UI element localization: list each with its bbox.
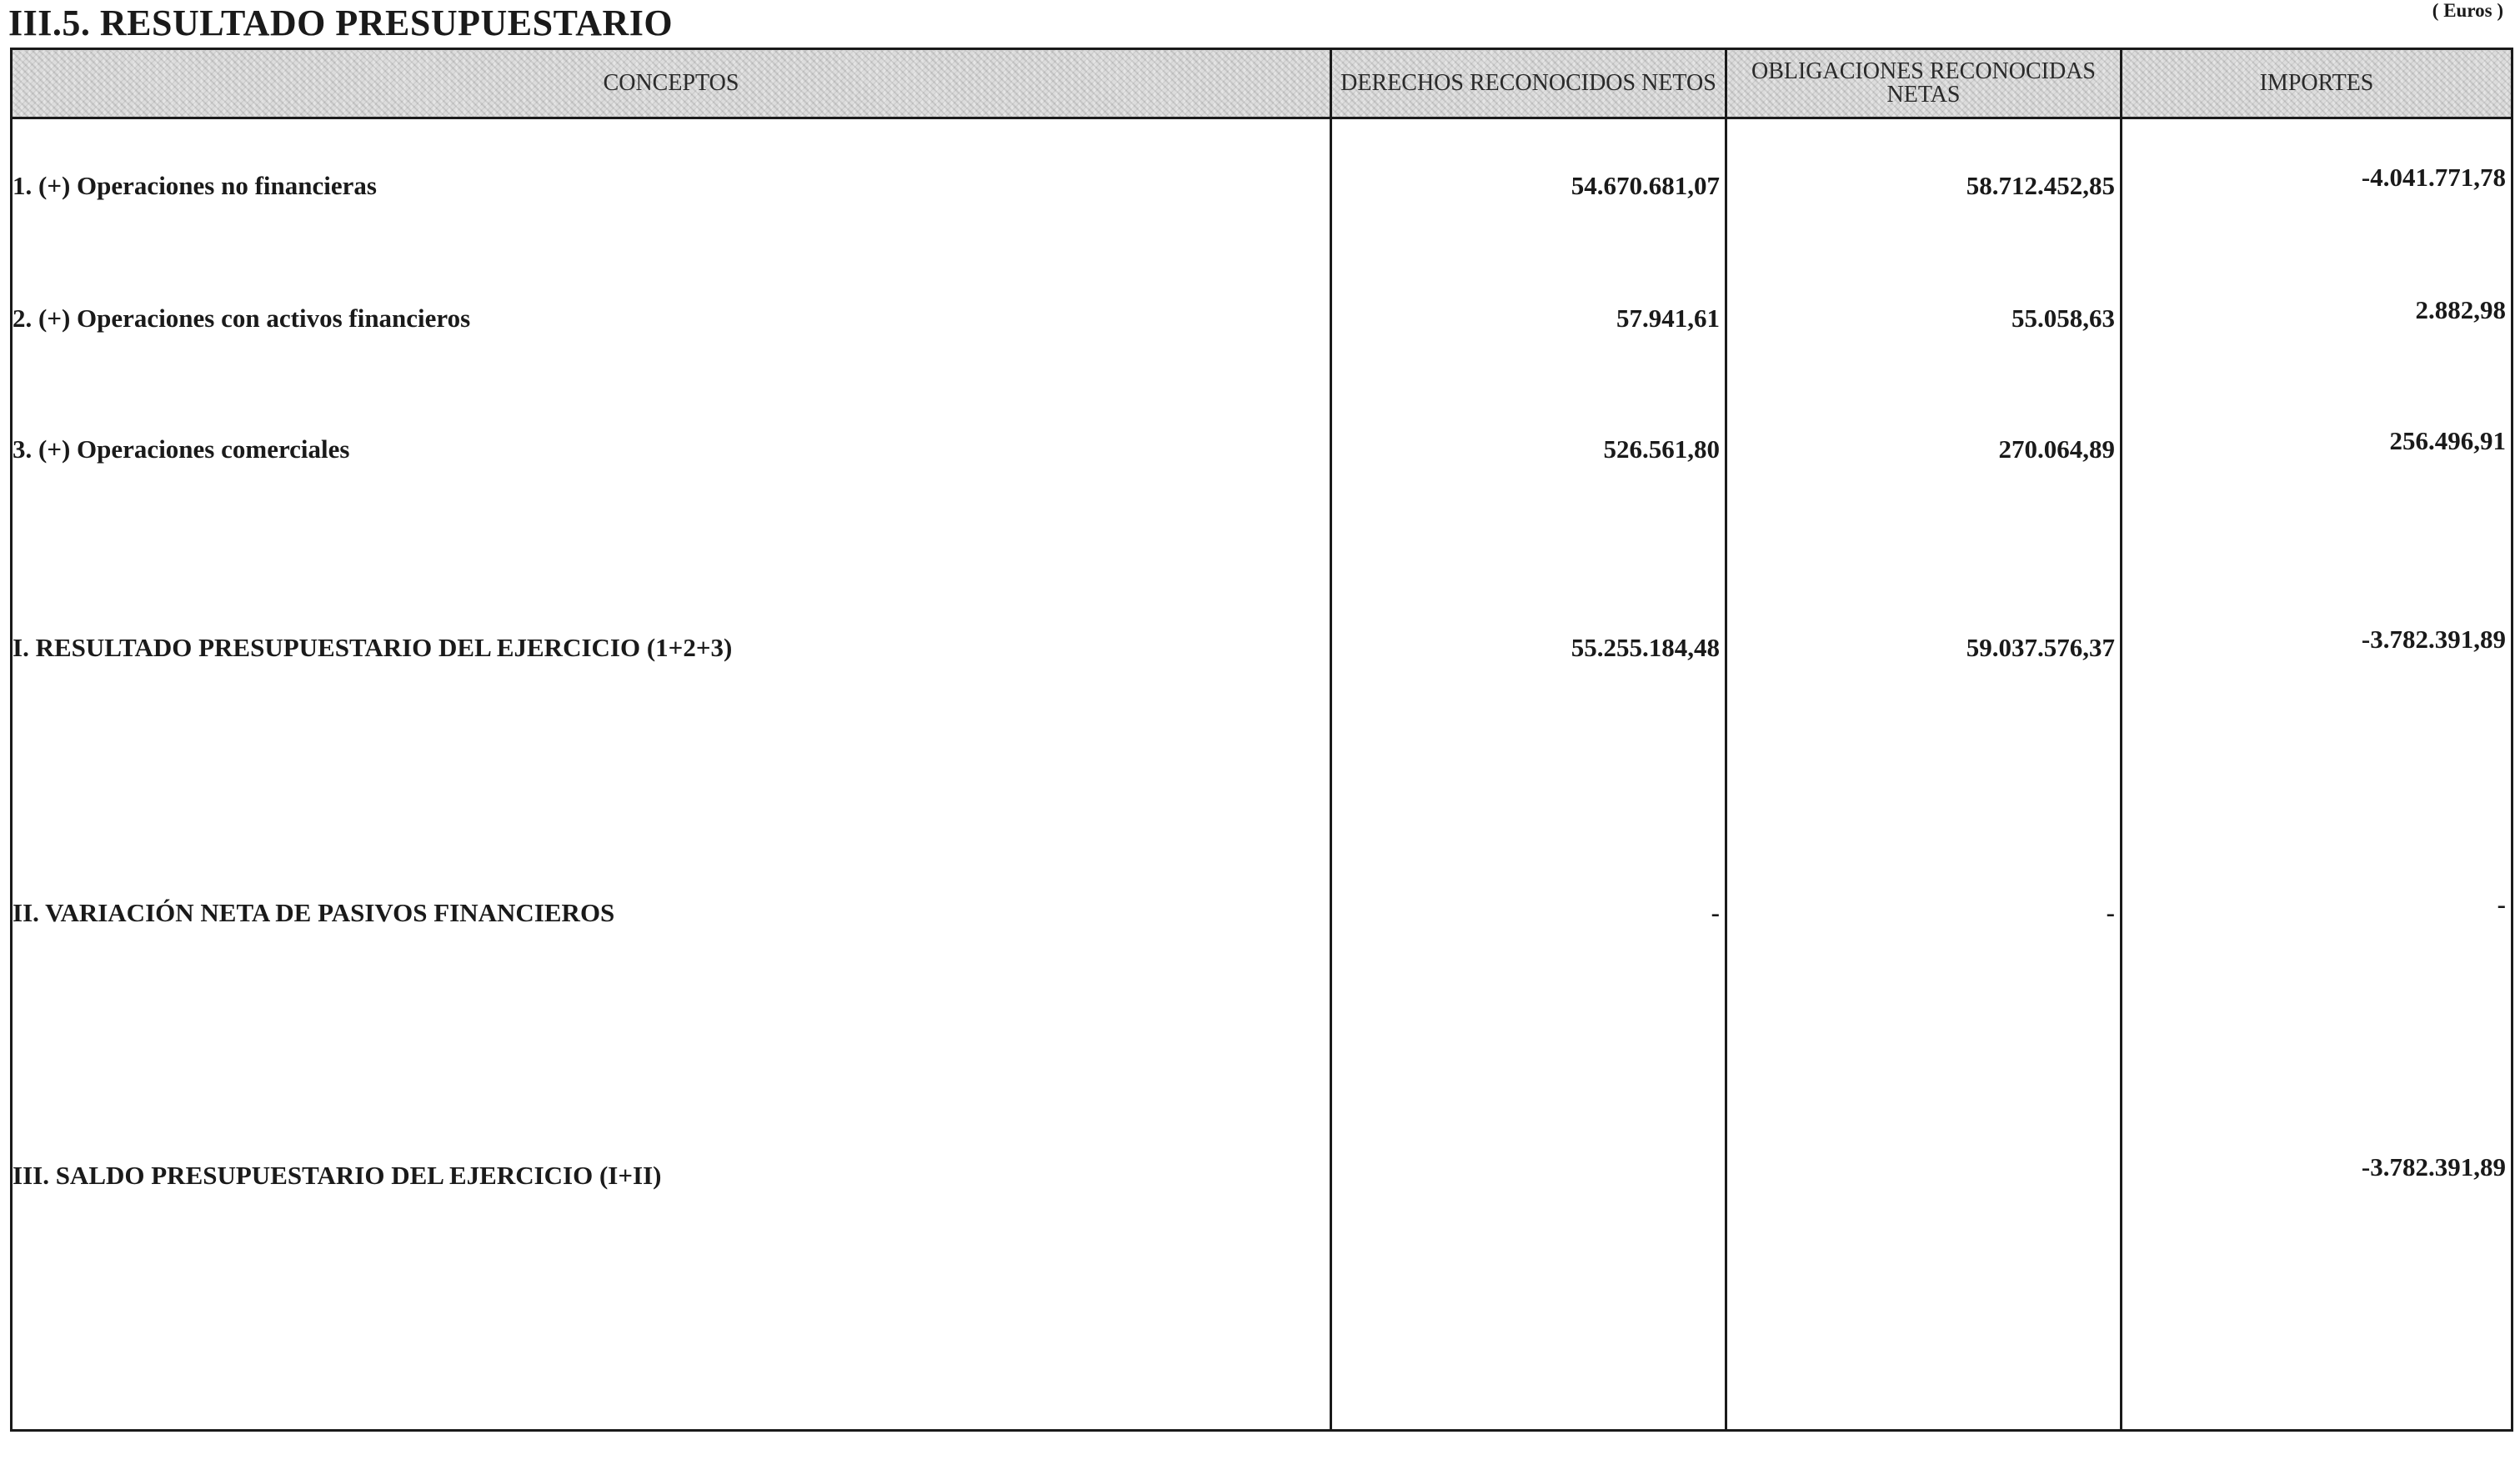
- row-concepto: 2. (+) Operaciones con activos financieros: [12, 253, 1331, 384]
- row-derechos: 54.670.681,07: [1331, 118, 1726, 253]
- row-obligaciones: [1726, 1044, 2122, 1307]
- header-derechos-reconocidos-netos: DERECHOS RECONOCIDOS NETOS: [1331, 49, 1726, 118]
- row-derechos: [1331, 1044, 1726, 1307]
- row-importes: -3.782.391,89: [2122, 506, 2512, 773]
- row-obligaciones: 59.037.576,37: [1726, 514, 2122, 781]
- row-derechos: 526.561,80: [1331, 384, 1726, 514]
- table-row: [12, 118, 2512, 253]
- header-obligaciones-reconocidas-netas: OBLIGACIONES RECONOCIDAS NETAS: [1726, 49, 2122, 118]
- currency-unit-note: ( Euros ): [2432, 0, 2503, 21]
- table-row-total: [12, 1044, 2512, 1307]
- table-body: [12, 118, 2512, 1431]
- budget-result-table: [10, 48, 2513, 1432]
- table-row-total: [12, 514, 2512, 781]
- row-importes: 2.882,98: [2122, 244, 2512, 375]
- header-importes: IMPORTES: [2122, 49, 2512, 118]
- filler-cell: [1331, 1307, 1726, 1431]
- header-row: [12, 49, 2512, 118]
- row-derechos: -: [1331, 781, 1726, 1044]
- row-importes: -3.782.391,89: [2122, 1036, 2512, 1299]
- table-row: [12, 253, 2512, 384]
- row-concepto: I. RESULTADO PRESUPUESTARIO DEL EJERCICIO (1+2+3): [12, 514, 1331, 781]
- header-conceptos: CONCEPTOS: [12, 49, 1331, 118]
- table-row: [12, 384, 2512, 514]
- row-concepto: III. SALDO PRESUPUESTARIO DEL EJERCICIO (I+II): [12, 1044, 1331, 1307]
- table-header: [12, 49, 2512, 118]
- row-importes: -4.041.771,78: [2122, 110, 2512, 245]
- row-obligaciones: 270.064,89: [1726, 384, 2122, 514]
- row-concepto: 3. (+) Operaciones comerciales: [12, 384, 1331, 514]
- table-row-total: [12, 781, 2512, 1044]
- filler-cell: [12, 1307, 1331, 1431]
- document-title: III.5. RESULTADO PRESUPUESTARIO: [8, 3, 674, 43]
- row-concepto: II. VARIACIÓN NETA DE PASIVOS FINANCIEROS: [12, 781, 1331, 1044]
- row-concepto: 1. (+) Operaciones no financieras: [12, 118, 1331, 253]
- filler-cell: [2122, 1307, 2512, 1431]
- row-importes: -: [2122, 773, 2512, 1036]
- row-importes: 256.496,91: [2122, 375, 2512, 506]
- row-derechos: 55.255.184,48: [1331, 514, 1726, 781]
- table-filler-row: [12, 1307, 2512, 1431]
- filler-cell: [1726, 1307, 2122, 1431]
- row-obligaciones: 55.058,63: [1726, 253, 2122, 384]
- row-obligaciones: -: [1726, 781, 2122, 1044]
- row-derechos: 57.941,61: [1331, 253, 1726, 384]
- row-obligaciones: 58.712.452,85: [1726, 118, 2122, 253]
